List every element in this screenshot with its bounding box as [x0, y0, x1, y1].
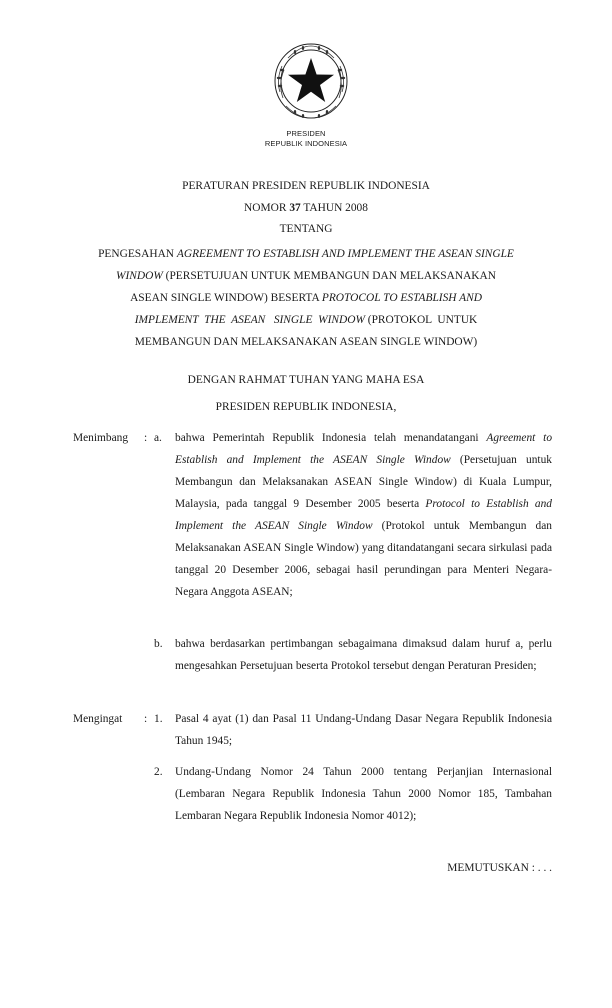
nomor-year: TAHUN 2008	[303, 202, 368, 214]
item-text-part: bahwa Pemerintah Republik Indonesia telah menandatangani	[175, 432, 487, 444]
item-marker: b.	[154, 638, 163, 650]
item-text-italic: Protocol to Establish and Implement the ASEAN Single Window	[175, 498, 552, 532]
continuation-marker: MEMUTUSKAN : . . .	[447, 862, 552, 874]
title-l2b: (PERSETUJUAN UNTUK MEMBANGUN DAN MELAKSANAKAN	[162, 270, 496, 282]
garuda-star-emblem-icon	[270, 40, 352, 124]
regulation-title: PERATURAN PRESIDEN REPUBLIK INDONESIA	[182, 180, 430, 192]
opening-line2: PRESIDEN REPUBLIK INDONESIA,	[215, 401, 397, 413]
menimbang-item-a	[154, 427, 552, 625]
emblem-caption-line2: REPUBLIK INDONESIA	[264, 139, 348, 148]
menimbang-label: Menimbang	[73, 432, 129, 444]
title-l4b: (PROTOKOL UNTUK	[364, 314, 478, 326]
title-l1b: AGREEMENT TO ESTABLISH AND IMPLEMENT THE ASEAN SINGLE	[176, 248, 514, 260]
item-text-italic: Agreement to Establish and Implement the ASEAN Single Window	[175, 432, 553, 466]
mengingat-item-1	[154, 708, 552, 752]
title-l5: MEMBANGUN DAN MELAKSANAKAN ASEAN SINGLE WINDOW)	[134, 336, 478, 348]
title-l4a: IMPLEMENT THE ASEAN SINGLE WINDOW	[134, 314, 365, 326]
item-text: Pasal 4 ayat (1) dan Pasal 11 Undang-Undang Dasar Negara Republik Indonesia Tahun 1945;	[175, 713, 552, 747]
title-l3b: PROTOCOL TO ESTABLISH AND	[321, 292, 482, 304]
item-marker: a.	[154, 432, 162, 444]
opening-line1: DENGAN RAHMAT TUHAN YANG MAHA ESA	[187, 374, 425, 386]
title-l2a: WINDOW	[115, 270, 163, 282]
item-text: Undang-Undang Nomor 24 Tahun 2000 tentang Perjanjian Internasional (Lembaran Negara Republik Indonesia Tahun 2000 Nomor 185, Tambahan Lembaran Negara Republik Indonesia Nomor 4012);	[175, 766, 552, 822]
nomor-prefix: NOMOR	[244, 202, 287, 214]
emblem-caption-line1: PRESIDEN	[286, 129, 326, 138]
item-text	[175, 427, 552, 603]
menimbang-item-b	[154, 633, 552, 699]
title-l3a: ASEAN SINGLE WINDOW) BESERTA	[130, 292, 322, 304]
item-marker: 2.	[154, 766, 163, 778]
mengingat-separator: :	[144, 713, 148, 725]
menimbang-separator: :	[144, 432, 148, 444]
item-text-part: (Persetujuan untuk Membangun dan Melaksanakan ASEAN Single Window) di Kuala Lumpur, Malaysia, pada tanggal 9 Desember 2005 beserta	[175, 454, 552, 510]
item-text: bahwa berdasarkan pertimbangan sebagaimana dimaksud dalam huruf a, perlu mengesahkan Persetujuan beserta Protokol tersebut dengan Peraturan Presiden;	[175, 638, 552, 672]
item-text-part: (Protokol untuk Membangun dan Melaksanakan ASEAN Single Window) yang ditandatangani secara sirkulasi pada tanggal 20 Desember 2006, sebagai hasil perundingan para Menteri Negara-Negara Anggota ASEAN;	[175, 520, 552, 598]
mengingat-item-2	[154, 761, 552, 827]
tentang-heading: TENTANG	[279, 223, 333, 235]
mengingat-label: Mengingat	[73, 713, 123, 725]
subject-title	[60, 243, 552, 353]
regulation-number	[60, 201, 552, 215]
title-l1a: PENGESAHAN	[98, 248, 177, 260]
item-marker: 1.	[154, 713, 163, 725]
nomor-value: 37	[289, 202, 301, 214]
